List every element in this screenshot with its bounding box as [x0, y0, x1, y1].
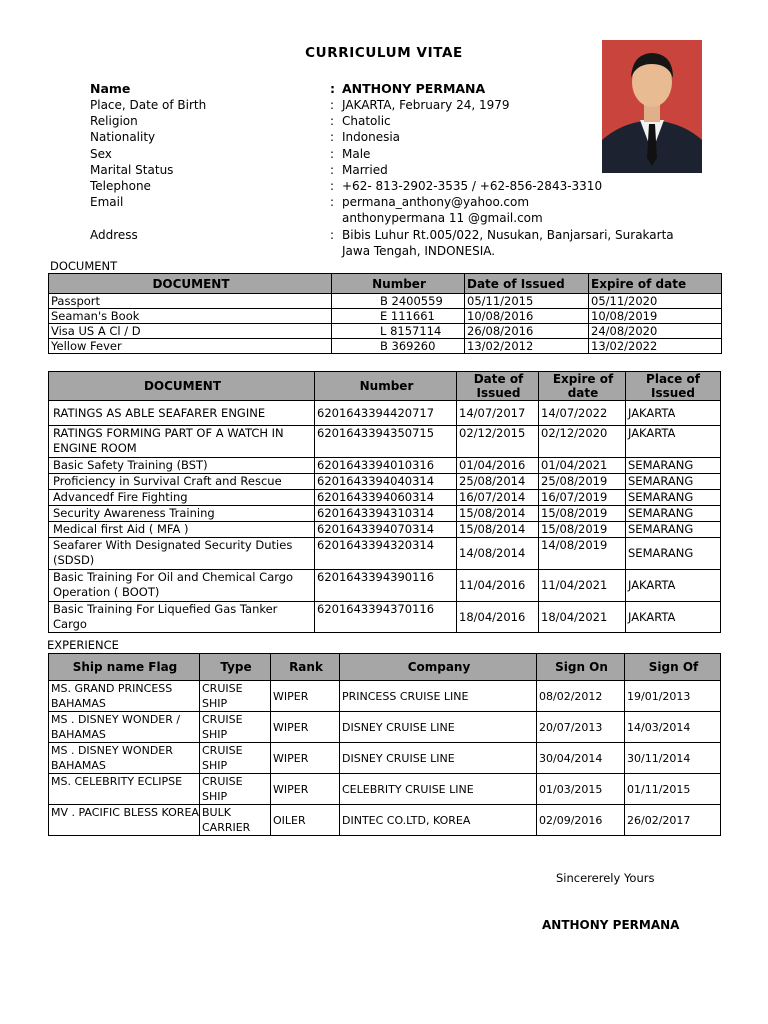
table-cell: 6201643394350715 — [315, 426, 457, 458]
info-row-address-2 — [90, 243, 690, 259]
table-cell: DISNEY CRUISE LINE — [340, 743, 537, 774]
info-row-telephone — [90, 178, 690, 194]
info-row-address — [90, 227, 690, 243]
table-cell: CRUISE SHIP — [200, 743, 271, 774]
info-value: JAKARTA, February 24, 1979 — [342, 98, 510, 112]
signature-name: ANTHONY PERMANA — [542, 918, 680, 932]
info-value: Jawa Tengah, INDONESIA. — [342, 243, 496, 258]
experience-table — [48, 653, 721, 836]
table-cell: CELEBRITY CRUISE LINE — [340, 774, 537, 805]
table-cell: 01/04/2016 — [457, 458, 539, 474]
table-cell: 15/08/2019 — [539, 522, 626, 538]
table-cell: 13/02/2022 — [589, 339, 722, 354]
table-row — [49, 401, 721, 426]
table-cell: E 111661 — [332, 309, 465, 324]
info-row-name — [90, 80, 690, 97]
table-cell: Passport — [49, 294, 332, 309]
table-cell: 05/11/2020 — [589, 294, 722, 309]
table-cell: WIPER — [271, 774, 340, 805]
table-cell: DINTEC CO.LTD, KOREA — [340, 805, 537, 836]
info-colon: : — [330, 98, 335, 112]
info-row-email — [90, 194, 690, 210]
table-row — [49, 522, 721, 538]
column-header: Expire of date — [539, 372, 626, 401]
table-cell: 25/08/2019 — [539, 474, 626, 490]
table-row — [49, 570, 721, 602]
column-header: Number — [315, 372, 457, 401]
table-cell: 6201643394320314 — [315, 538, 457, 570]
table-cell: 26/02/2017 — [625, 805, 721, 836]
column-header: Number — [332, 274, 465, 294]
table-cell: Basic Training For Liquefied Gas Tanker Cargo — [49, 602, 315, 633]
table-row — [49, 602, 721, 633]
documents-table — [48, 273, 722, 354]
table-cell: BULK CARRIER — [200, 805, 271, 836]
info-value: Indonesia — [342, 130, 401, 145]
info-colon: : — [330, 179, 335, 194]
table-row — [49, 474, 721, 490]
info-colon: : — [330, 81, 335, 96]
column-header: DOCUMENT — [49, 372, 315, 401]
info-value: ANTHONY PERMANA — [342, 81, 486, 96]
info-colon: : — [330, 162, 335, 177]
table-cell: JAKARTA — [626, 401, 721, 426]
info-row-birth — [90, 97, 690, 113]
table-row — [49, 774, 721, 805]
table-cell: 25/08/2014 — [457, 474, 539, 490]
info-colon: : — [330, 114, 335, 129]
info-label: Name — [90, 81, 131, 96]
table-cell: CRUISE SHIP — [200, 712, 271, 743]
table-cell: SEMARANG — [626, 474, 721, 490]
table-cell: 08/02/2012 — [537, 681, 625, 712]
info-row-marital — [90, 162, 690, 178]
table-cell: 6201643394420717 — [315, 401, 457, 426]
table-cell: PRINCESS CRUISE LINE — [340, 681, 537, 712]
table-cell: 15/08/2014 — [457, 506, 539, 522]
table-cell: Seaman's Book — [49, 309, 332, 324]
table-cell: 6201643394060314 — [315, 490, 457, 506]
info-label: Nationality — [90, 130, 156, 145]
column-header: Place of Issued — [626, 372, 721, 401]
table-cell: Advancedf Fire Fighting — [49, 490, 315, 506]
table-cell: 18/04/2016 — [457, 602, 539, 633]
table-cell: MS. CELEBRITY ECLIPSE — [49, 774, 200, 805]
table-cell: 10/08/2016 — [465, 309, 589, 324]
table-cell: SEMARANG — [626, 538, 721, 570]
column-header: DOCUMENT — [49, 274, 332, 294]
table-cell: 14/03/2014 — [625, 712, 721, 743]
info-row-sex — [90, 146, 690, 162]
table-cell: 14/08/2014 — [457, 538, 539, 570]
table-cell: 02/12/2015 — [457, 426, 539, 458]
table-cell: 24/08/2020 — [589, 324, 722, 339]
table-cell: Basic Training For Oil and Chemical Cargo Operation ( BOOT) — [49, 570, 315, 602]
info-label: Religion — [90, 114, 138, 129]
table-cell: Seafarer With Designated Security Duties (SDSD) — [49, 538, 315, 570]
table-cell: 26/08/2016 — [465, 324, 589, 339]
table-cell: MV . PACIFIC BLESS KOREA — [49, 805, 200, 836]
table-cell: 05/11/2015 — [465, 294, 589, 309]
info-label: Sex — [90, 146, 112, 161]
table-cell: 14/07/2017 — [457, 401, 539, 426]
table-cell: RATINGS FORMING PART OF A WATCH IN ENGINE ROOM — [49, 426, 315, 458]
table-cell: CRUISE SHIP — [200, 774, 271, 805]
table-cell: 14/08/2019 — [539, 538, 626, 570]
table-row — [49, 324, 722, 339]
info-label: Telephone — [90, 179, 151, 194]
table-cell: 30/11/2014 — [625, 743, 721, 774]
column-header: Rank — [271, 654, 340, 681]
table-cell: JAKARTA — [626, 426, 721, 458]
table-cell: 30/04/2014 — [537, 743, 625, 774]
table-row — [49, 681, 721, 712]
table-cell: 6201643394370116 — [315, 602, 457, 633]
info-value: Male — [342, 146, 371, 161]
info-value: Bibis Luhur Rt.005/022, Nusukan, Banjarsari, Surakarta — [342, 227, 674, 242]
info-colon: : — [330, 146, 335, 161]
table-cell: MS . DISNEY WONDER BAHAMAS — [49, 743, 200, 774]
info-colon: : — [330, 195, 335, 210]
column-header: Type — [200, 654, 271, 681]
table-cell: WIPER — [271, 712, 340, 743]
email-link[interactable]: permana_anthony@yahoo.com — [342, 195, 530, 210]
info-value: Married — [342, 162, 388, 177]
document-title: CURRICULUM VITAE — [305, 45, 463, 61]
experience-section-label: EXPERIENCE — [47, 638, 119, 652]
info-label: Email — [90, 195, 124, 210]
table-cell: WIPER — [271, 681, 340, 712]
table-cell: Basic Safety Training (BST) — [49, 458, 315, 474]
table-cell: B 369260 — [332, 339, 465, 354]
table-cell: JAKARTA — [626, 570, 721, 602]
column-header: Sign On — [537, 654, 625, 681]
info-row-email-2 — [90, 210, 690, 226]
table-row — [49, 294, 722, 309]
table-cell: 02/09/2016 — [537, 805, 625, 836]
table-cell: Proficiency in Survival Craft and Rescue — [49, 474, 315, 490]
table-cell: B 2400559 — [332, 294, 465, 309]
column-header: Sign Of — [625, 654, 721, 681]
documents-section-label: DOCUMENT — [50, 259, 118, 273]
table-header-row — [49, 274, 722, 294]
table-cell: 15/08/2014 — [457, 522, 539, 538]
info-colon: : — [330, 130, 335, 145]
info-row-nationality — [90, 129, 690, 145]
table-header-row — [49, 372, 721, 401]
email-link-secondary[interactable]: anthonypermana 11 @gmail.com — [342, 211, 543, 226]
info-value: +62- 813-2902-3535 / +62-856-2843-3310 — [342, 179, 603, 194]
column-header: Ship name Flag — [49, 654, 200, 681]
table-row — [49, 490, 721, 506]
column-header: Company — [340, 654, 537, 681]
table-cell: MS . DISNEY WONDER / BAHAMAS — [49, 712, 200, 743]
table-row — [49, 339, 722, 354]
table-header-row — [49, 654, 721, 681]
table-cell: Security Awareness Training — [49, 506, 315, 522]
personal-info — [90, 80, 690, 259]
info-value: Chatolic — [342, 114, 391, 129]
info-label: Place, Date of Birth — [90, 98, 207, 112]
table-cell: 20/07/2013 — [537, 712, 625, 743]
table-row — [49, 805, 721, 836]
table-cell: 11/04/2016 — [457, 570, 539, 602]
table-cell: L 8157114 — [332, 324, 465, 339]
table-row — [49, 426, 721, 458]
table-row — [49, 458, 721, 474]
info-colon: : — [330, 227, 335, 242]
info-label: Marital Status — [90, 162, 174, 177]
table-cell: 6201643394010316 — [315, 458, 457, 474]
table-cell: 6201643394390116 — [315, 570, 457, 602]
table-cell: RATINGS AS ABLE SEAFARER ENGINE — [49, 401, 315, 426]
table-cell: 15/08/2019 — [539, 506, 626, 522]
table-cell: Medical first Aid ( MFA ) — [49, 522, 315, 538]
table-cell: 6201643394070314 — [315, 522, 457, 538]
table-row — [49, 506, 721, 522]
table-row — [49, 309, 722, 324]
table-cell: 16/07/2019 — [539, 490, 626, 506]
table-cell: Visa US A Cl / D — [49, 324, 332, 339]
table-cell: SEMARANG — [626, 506, 721, 522]
table-row — [49, 538, 721, 570]
table-cell: 02/12/2020 — [539, 426, 626, 458]
table-cell: 13/02/2012 — [465, 339, 589, 354]
table-cell: SEMARANG — [626, 490, 721, 506]
table-cell: 01/04/2021 — [539, 458, 626, 474]
table-cell: DISNEY CRUISE LINE — [340, 712, 537, 743]
table-cell: 01/11/2015 — [625, 774, 721, 805]
table-cell: MS. GRAND PRINCESS BAHAMAS — [49, 681, 200, 712]
table-cell: CRUISE SHIP — [200, 681, 271, 712]
table-cell: 18/04/2021 — [539, 602, 626, 633]
table-cell: 10/08/2019 — [589, 309, 722, 324]
table-cell: 16/07/2014 — [457, 490, 539, 506]
table-cell: 14/07/2022 — [539, 401, 626, 426]
column-header: Expire of date — [589, 274, 722, 294]
table-cell: 11/04/2021 — [539, 570, 626, 602]
table-cell: OILER — [271, 805, 340, 836]
table-cell: Yellow Fever — [49, 339, 332, 354]
table-cell: WIPER — [271, 743, 340, 774]
table-row — [49, 712, 721, 743]
certificates-table — [48, 371, 721, 633]
table-cell: SEMARANG — [626, 522, 721, 538]
table-cell: SEMARANG — [626, 458, 721, 474]
table-cell: 01/03/2015 — [537, 774, 625, 805]
table-cell: 6201643394040314 — [315, 474, 457, 490]
info-row-religion — [90, 113, 690, 129]
table-cell: 19/01/2013 — [625, 681, 721, 712]
table-cell: JAKARTA — [626, 602, 721, 633]
table-row — [49, 743, 721, 774]
table-cell: 6201643394310314 — [315, 506, 457, 522]
closing-text: Sincererely Yours — [556, 871, 655, 885]
column-header: Date of Issued — [457, 372, 539, 401]
info-label: Address — [90, 227, 138, 242]
column-header: Date of Issued — [465, 274, 589, 294]
